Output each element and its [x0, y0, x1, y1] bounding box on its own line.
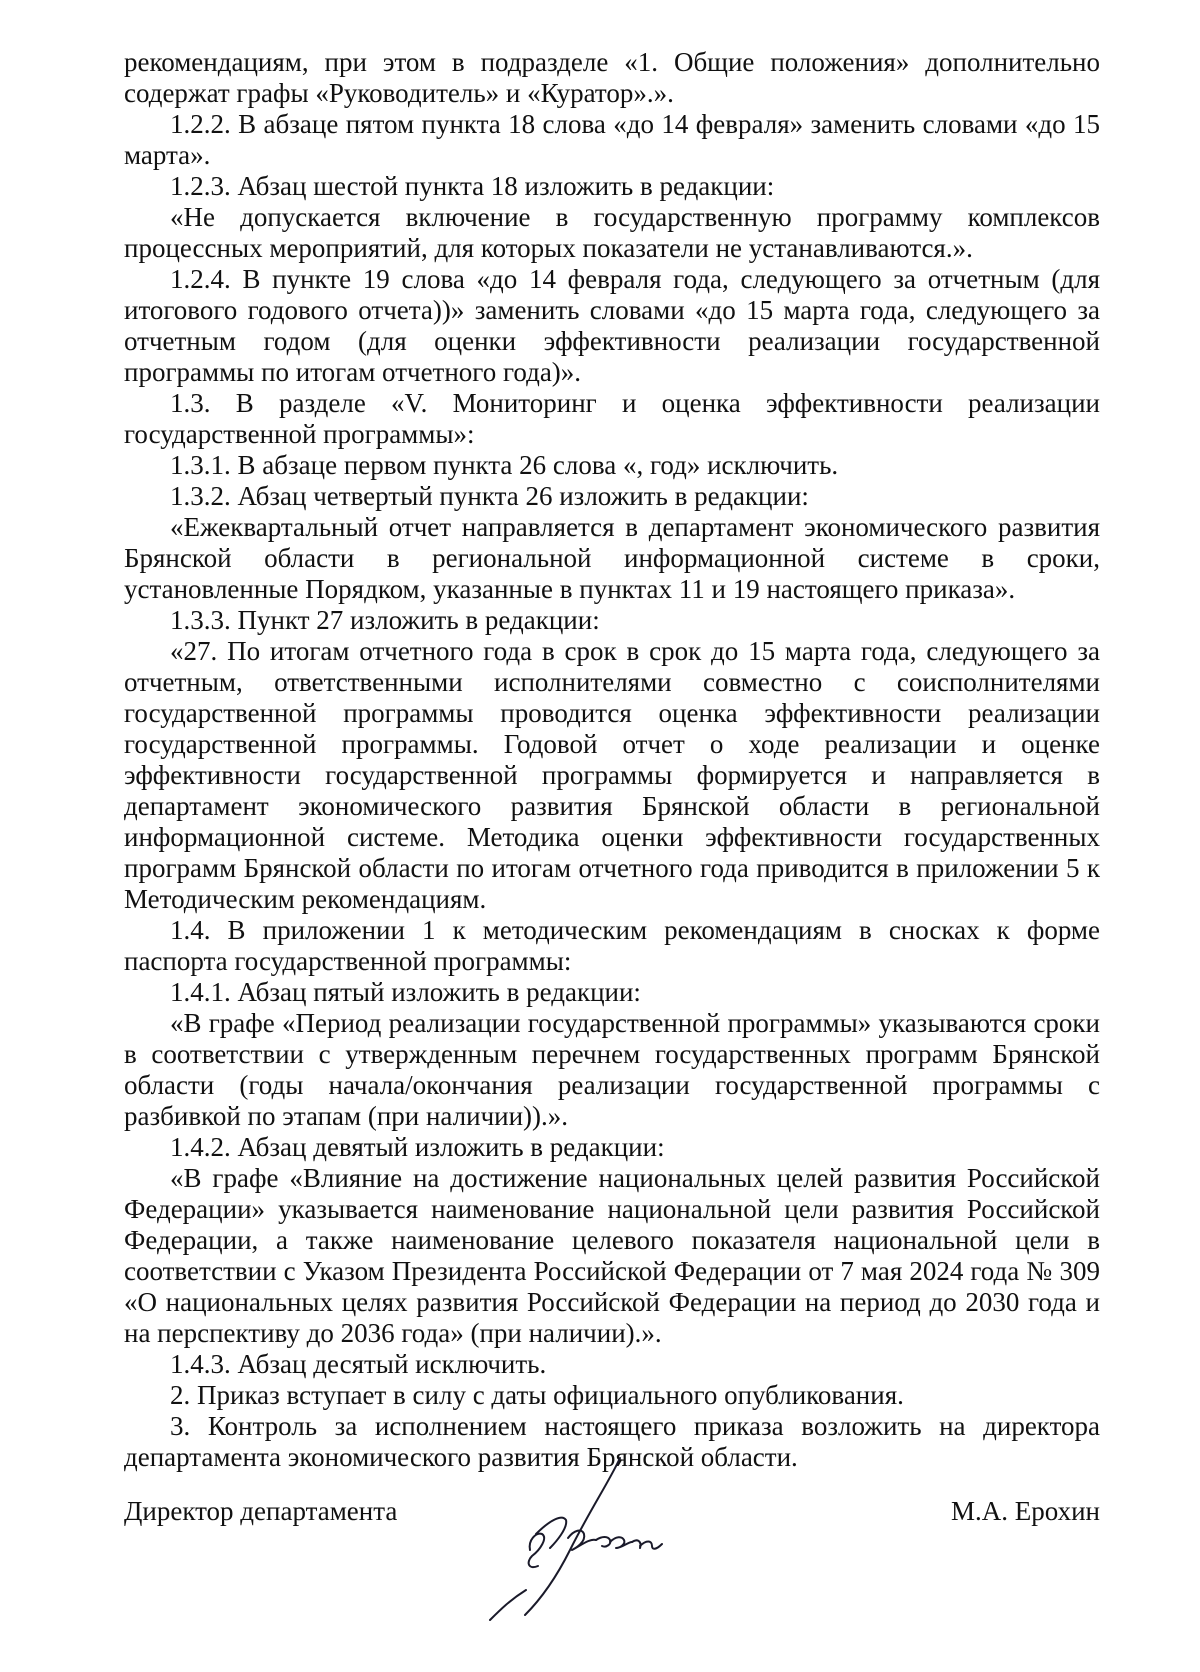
- signatory-title: Директор департамента: [124, 1496, 398, 1526]
- paragraph-1-4: 1.4. В приложении 1 к методическим рекомендациям в сносках к форме паспорта государственной программы:: [124, 915, 1100, 976]
- paragraph-1-4-2: 1.4.2. Абзац девятый изложить в редакции:: [170, 1132, 665, 1162]
- signatory-name: М.А. Ерохин: [951, 1496, 1100, 1526]
- paragraph-1-3: 1.3. В разделе «V. Мониторинг и оценка эффективности реализации государственной программы»:: [124, 388, 1100, 449]
- paragraph-continuation: рекомендациям, при этом в подразделе «1. Общие положения» дополнительно содержат графы «Руководитель» и «Куратор».».: [124, 47, 1100, 108]
- paragraph-1-2-3: 1.2.3. Абзац шестой пункта 18 изложить в редакции:: [170, 171, 775, 201]
- paragraph-quote-1-2-3: «Не допускается включение в государственную программу комплексов процессных мероприятий, для которых показатели не устанавливаются.».: [124, 202, 1100, 263]
- paragraph-1-2-4: 1.2.4. В пункте 19 слова «до 14 февраля года, следующего за отчетным (для итогового годового отчета))» заменить словами «до 15 марта года, следующего за отчетным годом (для оценки эффективности реализации государственной программы по итогам отчетного года)».: [124, 264, 1100, 387]
- paragraph-quote-1-3-3: «27. По итогам отчетного года в срок в срок до 15 марта года, следующего за отчетным, ответственными исполнителями совместно с соисполнителями государственной программы проводится оценка эффективности реализации государственной программы. Годовой отчет о ходе реализации и оценке эффективности государственной программы формируется и направляется в департамент экономического развития Брянской области в региональной информационной системе. Методика оценки эффективности государственных программ Брянской области по итогам отчетного года приводится в приложении 5 к Методическим рекомендациям.: [124, 636, 1100, 914]
- paragraph-1-3-3: 1.3.3. Пункт 27 изложить в редакции:: [170, 605, 600, 635]
- paragraph-1-4-3: 1.4.3. Абзац десятый исключить.: [170, 1349, 547, 1379]
- paragraph-1-3-2: 1.3.2. Абзац четвертый пункта 26 изложить в редакции:: [170, 481, 809, 511]
- paragraph-1-4-1: 1.4.1. Абзац пятый изложить в редакции:: [170, 977, 641, 1007]
- paragraph-2: 2. Приказ вступает в силу с даты официального опубликования.: [170, 1380, 904, 1410]
- paragraph-quote-1-4-2: «В графе «Влияние на достижение национальных целей развития Российской Федерации» указывается наименование национальной цели развития Российской Федерации, а также наименование целевого показателя национальной цели в соответствии с Указом Президента Российской Федерации от 7 мая 2024 года № 309 «О национальных целях развития Российской Федерации на период до 2030 года и на перспективу до 2036 года» (при наличии).».: [124, 1163, 1100, 1348]
- paragraph-3: 3. Контроль за исполнением настоящего приказа возложить на директора департамента экономического развития Брянской области.: [124, 1411, 1100, 1472]
- paragraph-1-2-2: 1.2.2. В абзаце пятом пункта 18 слова «до 14 февраля» заменить словами «до 15 марта».: [124, 109, 1100, 170]
- paragraph-quote-1-3-2: «Ежеквартальный отчет направляется в департамент экономического развития Брянской области в региональной информационной системе в сроки, установленные Порядком, указанные в пунктах 11 и 19 настоящего приказа».: [124, 512, 1100, 604]
- paragraph-1-3-1: 1.3.1. В абзаце первом пункта 26 слова «, год» исключить.: [170, 450, 839, 480]
- handwritten-signature: [470, 1450, 700, 1630]
- paragraph-quote-1-4-1: «В графе «Период реализации государственной программы» указываются сроки в соответствии с утвержденным перечнем государственных программ Брянской области (годы начала/окончания реализации государственной программы с разбивкой по этапам (при наличии)).».: [124, 1008, 1100, 1131]
- document-body: [124, 47, 1100, 1473]
